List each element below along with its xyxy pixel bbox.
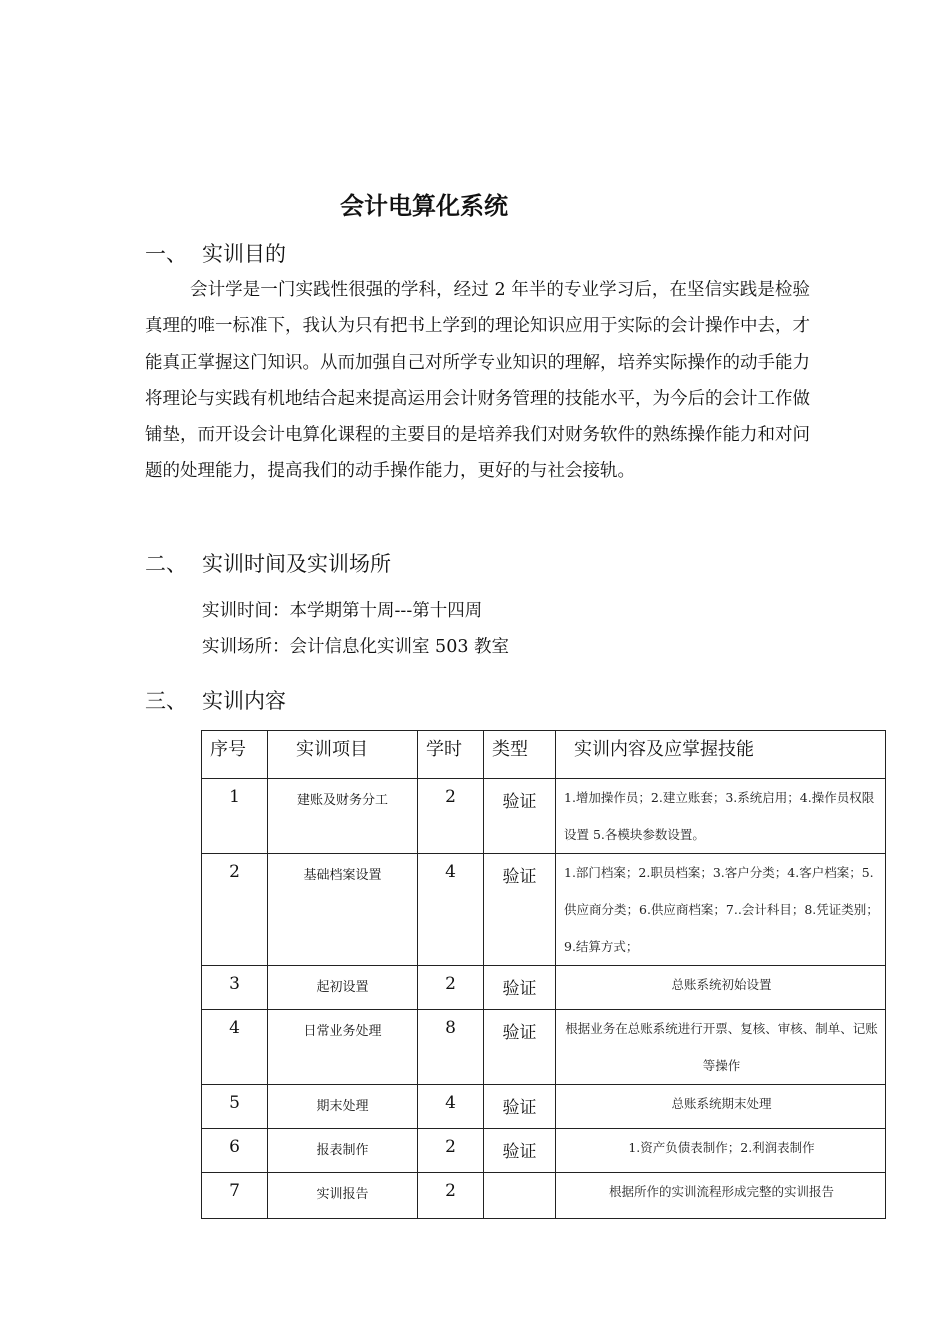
row-no: 1 (202, 779, 268, 854)
row-type: 验证 (484, 779, 556, 854)
table-header-row (202, 731, 886, 779)
row-hours: 8 (418, 1010, 484, 1085)
row-hours: 4 (418, 854, 484, 966)
header-content: 实训内容及应掌握技能 (556, 731, 886, 779)
row-type: 验证 (484, 1085, 556, 1129)
section-number: 二、 (145, 552, 187, 576)
row-project: 期末处理 (268, 1085, 418, 1129)
row-no: 6 (202, 1129, 268, 1173)
row-content: 1.增加操作员；2.建立账套；3.系统启用；4.操作员权限设置 5.各模块参数设置。 (556, 779, 886, 854)
row-type: 验证 (484, 854, 556, 966)
row-no: 3 (202, 966, 268, 1010)
table-row (202, 1010, 886, 1085)
row-hours: 2 (418, 1173, 484, 1219)
row-project: 日常业务处理 (268, 1010, 418, 1085)
table-row (202, 966, 886, 1010)
section-purpose-heading (145, 238, 286, 268)
row-no: 7 (202, 1173, 268, 1219)
purpose-paragraph (145, 272, 810, 490)
row-no: 2 (202, 854, 268, 966)
table-row (202, 1085, 886, 1129)
row-content: 根据所作的实训流程形成完整的实训报告 (556, 1173, 886, 1219)
row-content: 1.部门档案；2.职员档案；3.客户分类；4.客户档案；5.供应商分类；6.供应商档案；7..会计科目；8.凭证类别；9.结算方式； (556, 854, 886, 966)
row-type: 验证 (484, 1129, 556, 1173)
row-content: 根据业务在总账系统进行开票、复核、审核、制单、记账等操作 (556, 1010, 886, 1085)
row-project: 实训报告 (268, 1173, 418, 1219)
row-hours: 2 (418, 779, 484, 854)
row-type (484, 1173, 556, 1219)
training-place: 实训场所：会计信息化实训室 503 教室 (202, 637, 510, 657)
section-time-place-heading (145, 548, 391, 578)
row-content: 总账系统期末处理 (556, 1085, 886, 1129)
header-project: 实训项目 (268, 731, 418, 779)
section-number: 一、 (145, 242, 187, 266)
row-content: 1.资产负债表制作；2.利润表制作 (556, 1129, 886, 1173)
table-row (202, 854, 886, 966)
row-no: 5 (202, 1085, 268, 1129)
header-no: 序号 (202, 731, 268, 779)
document-title: 会计电算化系统 (340, 192, 508, 220)
purpose-text: 会计学是一门实践性很强的学科，经过 2 年半的专业学习后，在坚信实践是检验真理的唯一标准下，我认为只有把书上学到的理论知识应用于实际的会计操作中去，才能真正掌握这门知识。从而加强自己对所学专业知识的理解，培养实际操作的动手能力将理论与实践有机地结合起来提高运用会计财务管理的技能水平，为今后的会计工作做铺垫，而开设会计电算化课程的主要目的是培养我们对财务软件的熟练操作能力和对问题的处理能力，提高我们的动手操作能力，更好的与社会接轨。 (145, 280, 810, 482)
section-title: 实训内容 (202, 689, 286, 713)
row-content: 总账系统初始设置 (556, 966, 886, 1010)
table-row (202, 1129, 886, 1173)
section-content-heading (145, 685, 286, 715)
header-hours: 学时 (418, 731, 484, 779)
header-type: 类型 (484, 731, 556, 779)
row-hours: 4 (418, 1085, 484, 1129)
row-hours: 2 (418, 966, 484, 1010)
training-content-table (201, 730, 886, 1219)
row-project: 建账及财务分工 (268, 779, 418, 854)
row-project: 起初设置 (268, 966, 418, 1010)
section-title: 实训目的 (202, 242, 286, 266)
row-project: 基础档案设置 (268, 854, 418, 966)
training-time: 实训时间：本学期第十周---第十四周 (202, 601, 483, 621)
row-hours: 2 (418, 1129, 484, 1173)
row-type: 验证 (484, 1010, 556, 1085)
row-type: 验证 (484, 966, 556, 1010)
table-row (202, 779, 886, 854)
row-no: 4 (202, 1010, 268, 1085)
section-number: 三、 (145, 689, 187, 713)
row-project: 报表制作 (268, 1129, 418, 1173)
table-row (202, 1173, 886, 1219)
section-title: 实训时间及实训场所 (202, 552, 391, 576)
